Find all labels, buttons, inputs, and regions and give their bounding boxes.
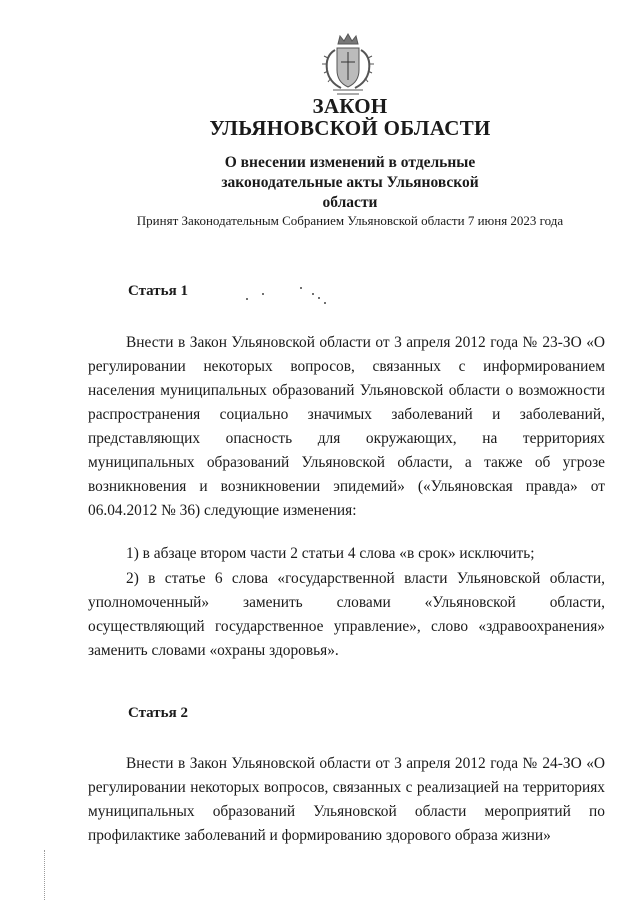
subtitle-text: О внесении изменений в отдельные законодательные акты Ульяновской области — [221, 154, 479, 211]
adoption-line: Принят Законодательным Собранием Ульяновской области 7 июня 2023 года — [136, 213, 564, 228]
article-2-intro: Внести в Закон Ульяновской области от 3 апреля 2012 года № 24-ЗО «О регулировании некоторых вопросов, связанных с реализацией на территориях муниципальных образований Ульяновской области мероприятий по профилактике заболеваний и формированию здорового образа жизни» — [88, 755, 605, 844]
law-title: ЗАКОН — [312, 94, 388, 118]
law-subtitle — [0, 153, 640, 213]
coat-of-arms-icon — [313, 30, 383, 100]
article-2-heading: Статья 2 — [128, 705, 188, 721]
article-1-item-2: 2) в статье 6 слова «государственной власти Ульяновской области, уполномоченный» заменить словами «Ульяновской области, осуществляющий государственное управление», слово «здравоохранения» заменить словами «охраны здоровья». — [88, 570, 605, 659]
article-1-heading: Статья 1 — [128, 283, 188, 299]
article-1-item-1: 1) в абзаце втором части 2 статьи 4 слова «в срок» исключить; — [126, 545, 535, 562]
scan-edge-mark — [44, 850, 48, 900]
article-1-intro: Внести в Закон Ульяновской области от 3 апреля 2012 года № 23-ЗО «О регулировании некоторых вопросов, связанных с информированием населения муниципальных образований Ульяновской области о возможности распространения социально значимых заболеваний и заболеваний, представляющих опасность для окружающих, на территориях муниципальных образований Ульяновской области, а также об угрозе возникновения и возникновении эпидемий» («Ульяновская правда» от 06.04.2012 № 36) следующие изменения: — [88, 334, 605, 519]
law-region: УЛЬЯНОВСКОЙ ОБЛАСТИ — [209, 116, 491, 140]
